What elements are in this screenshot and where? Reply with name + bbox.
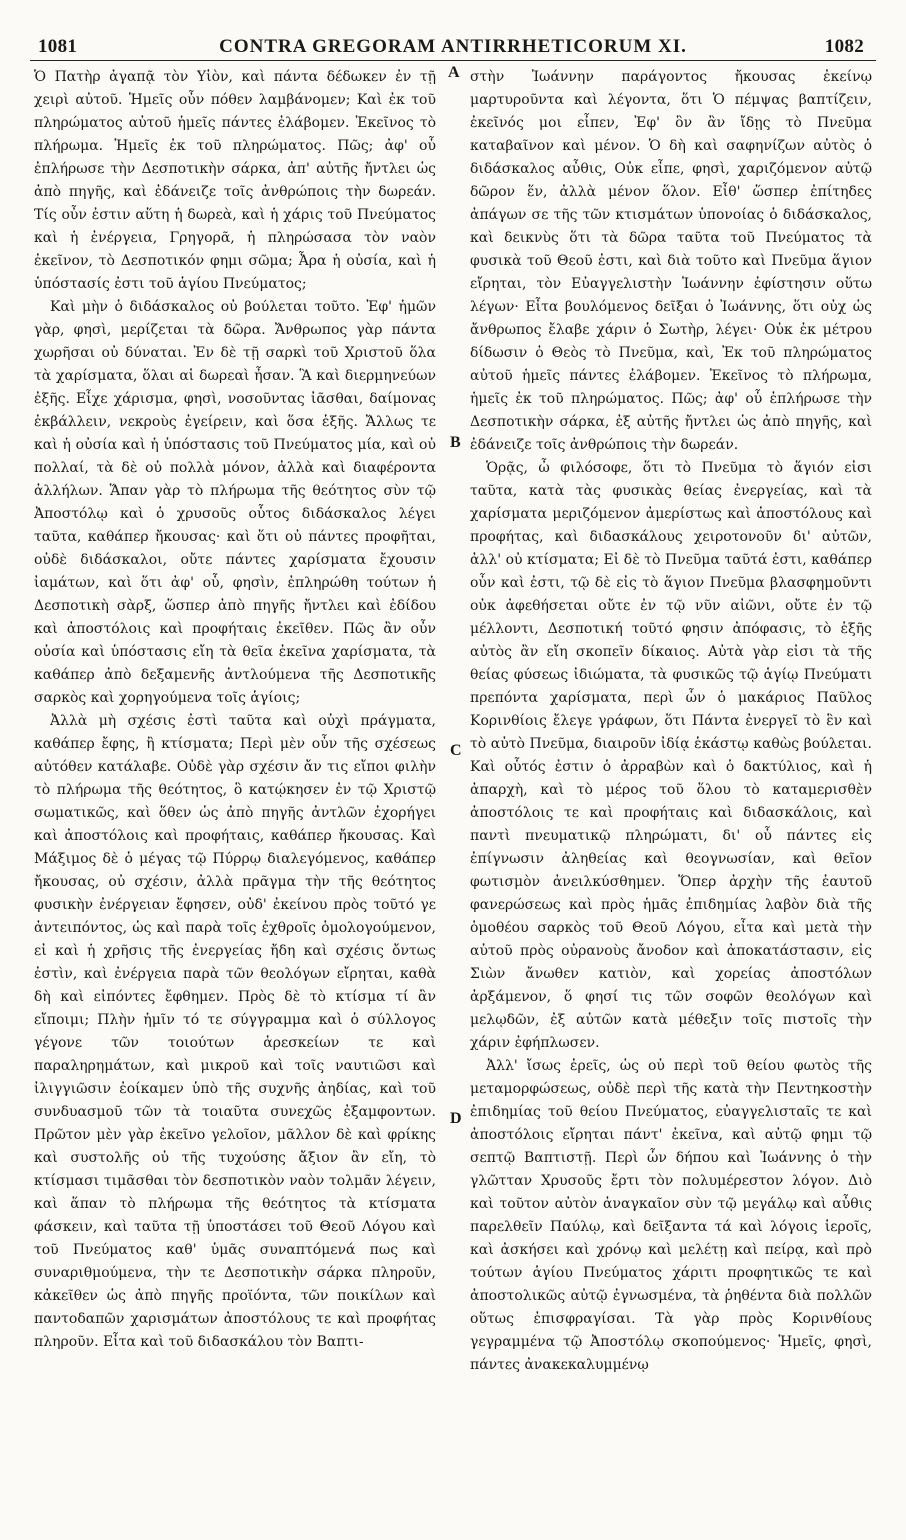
margin-letter-b: B bbox=[450, 434, 461, 451]
margin-letter-c: C bbox=[450, 742, 462, 759]
left-paragraph-2: Καὶ μὴν ὁ διδάσκαλος οὐ βούλεται τοῦτο. Ἐφ' ἡμῶν γὰρ, φησὶ, μερίζεται τὰ δῶρα. Ἄνθρωπος γὰρ πάντα χωρῆσαι οὐ δύναται. Ἐν δὲ τῇ σαρκὶ τοῦ Χριστοῦ ὅλα τὰ χαρίσματα, ὅλαι αἱ δωρεαὶ ἦσαν. Ἃ καὶ διερμηνεύων ἐξῆς. Εἶχε χάρισμα, φησὶ, νοσοῦντας ἰᾶσθαι, δαίμονας ἐκβάλλειν, νεκροὺς ἐγείρειν, καὶ ὅσα ἑξῆς. Ἄλλως τε καὶ ἡ οὐσία καὶ ἡ ὑπόστασις τοῦ Πνεύματος μία, καὶ οὐ πολλαί, τὰ δὲ οὐ πολλὰ μόνον, ἀλλὰ καὶ διαφέροντα ἀλλήλων. Ἅπαν γὰρ τὸ πλήρωμα τῆς θεότητος σὺν τῷ Ἀποστόλῳ καὶ ὁ χρυσοῦς οὗτος διδάσκαλος λέγει ταῦτα, καθάπερ ἤκουσας· καὶ ὅτι οὐ πάντες προφῆται, οὐδὲ διδάσκαλοι, οὔτε πάντες χαρίσματα ἔχουσιν ἰαμάτων, καὶ ὅτι ἀφ' οὗ, φησὶν, ἐπληρώθη τούτων ἡ Δεσποτικὴ σὰρξ, ὥσπερ ἀπὸ πηγῆς ἤντλει καὶ ἐδίδου καὶ ἀποστόλοις καὶ προφήταις ἐκεῖθεν. Πῶς ἂν οὖν οὐσία καὶ ὑπόστασις εἴη τὰ θεῖα ἐκεῖνα χαρίσματα, τὰ καθάπερ ἀπὸ δεξαμενῆς ἀντλούμενα τῆς Δεσποτικῆς σαρκὸς καὶ χορηγούμενα τοῖς ἁγίοις; bbox=[34, 299, 436, 706]
page-number-right: 1082 bbox=[824, 36, 864, 57]
left-paragraph-3: Ἀλλὰ μὴ σχέσις ἐστὶ ταῦτα καὶ οὐχὶ πράγματα, καθάπερ ἔφης, ἢ κτίσματα; Περὶ μὲν οὖν τῆς σχέσεως αὐτόθεν κατάλαβε. Οὐδὲ γὰρ σχέσιν ἄν τις εἴποι φιλὴν τὸ πλήρωμα τῆς θεότητος, ὃ κατῴκησεν ἐν τῷ Χριστῷ σωματικῶς, καὶ ὅθεν ὡς ἀπὸ πηγῆς ἀντλῶν ἐχορήγει καὶ ἀποστόλοις καὶ προφήταις, καθάπερ ἤκουσας. Καὶ Μάξιμος δὲ ὁ μέγας τῷ Πύρρῳ διαλεγόμενος, καθάπερ ἤκουσας, οὐ σχέσιν, ἀλλὰ πρᾶγμα τὴν τῆς θεότητος φυσικὴν ἐνέργειαν ἔφησεν, οὐδ' ἐκείνου πρὸς τοῦτό γε ἀντειπόντος, ὡς καὶ παρὰ τοῖς ἐχθροῖς ὁμολογούμενον, εἰ καὶ ἡ χρῆσις τῆς ἐνεργείας ἤδη καὶ σχέσις ὄντως ἐστὶν, καὶ ἐνέργεια παρὰ τῶν θεολόγων εἴρηται, καθὰ δὴ καὶ εἰπόντες ἔφθημεν. Πρὸς δὲ τὸ κτίσμα τί ἂν εἴποιμι; Πλὴν ἡμῖν τό τε σύγγραμμα καὶ ὁ σύλλογος γέγονε τῶν τοιούτων ἀρεσκείων τε καὶ παραληρημάτων, καὶ μικροῦ καὶ τοῖς ναυτιῶσι καὶ ἰλιγγιῶσιν ἐοίκαμεν ὑπὸ τῆς συχνῆς ἀηδίας, καὶ τοῦ συνδυασμοῦ τῶν τὰ τοιαῦτα συνεχῶς ἐξαμφοντων. Πρῶτον μὲν γὰρ ἐκεῖνο γελοῖον, μᾶλλον δὲ καὶ φρίκης καὶ συστολῆς οὐ τῆς τυχούσης ἄξιον ἂν εἴη, τὸ κτίσμασι τιμᾶσθαι τὸν δεσποτικὸν ναὸν τολμᾶν λέγειν, καὶ ἅπαν τὸ πλήρωμα τῆς θεότητος τὰ κτίσματα φάσκειν, καὶ ταῦτα τῇ ὑποστάσει τοῦ Θεοῦ Λόγου καὶ τοῦ Πνεύματος καθ' ὑμᾶς συναπτόμενά πως καὶ συναριθμούμενα, τὴν τε Δεσποτικὴν σάρκα πληροῦν, κἀκεῖθεν ὡς ἀπὸ πηγῆς προϊόντα, τῶν ποικίλων καὶ παντοδαπῶν χαρισμάτων ἀποστόλους τε καὶ προφήτας πληροῦν. Εἶτα καὶ τοῦ διδασκάλου τὸν Βαπτι- bbox=[34, 713, 436, 1350]
margin-letter-a: A bbox=[448, 64, 460, 81]
left-column bbox=[34, 66, 436, 1534]
running-header bbox=[30, 34, 876, 61]
running-title: CONTRA GREGORAM ANTIRRHETICORUM XI. bbox=[219, 36, 687, 57]
margin-letter-d: D bbox=[450, 1110, 462, 1127]
left-paragraph-1: Ὁ Πατὴρ ἀγαπᾷ τὸν Υἱὸν, καὶ πάντα δέδωκεν ἐν τῇ χειρὶ αὐτοῦ. Ἡμεῖς οὖν πόθεν λαμβάνομεν; Καὶ ἐκ τοῦ πληρώματος αὐτοῦ ἡμεῖς πάντες ἐλάβομεν. Ἐκεῖνος τὸ πλήρωμα. Ἡμεῖς ἐκ τοῦ πληρώματος. Πῶς; ἀφ' οὗ ἐπλήρωσε τὴν Δεσποτικὴν σάρκα, ἀπ' αὐτῆς ἤντλει ὡς ἀπὸ πηγῆς, καὶ ἐδάνειζε τοῖς ἀνθρώποις τὴν δωρεάν. Τίς οὖν ἐστιν αὕτη ἡ δωρεὰ, καὶ ἡ χάρις τοῦ Πνεύματος καὶ ἡ ἐνέργεια, Γρηγορᾶ, ἡ πληρώσασα τὸν ναὸν ἐκεῖνον, τὸ Δεσποτικόν φημι σῶμα; Ἆρα ἡ οὐσία, καὶ ἡ ὑπόστασίς ἐστι τοῦ ἁγίου Πνεύματος; bbox=[34, 69, 436, 292]
right-paragraph-3: Ἀλλ' ἴσως ἐρεῖς, ὡς οὐ περὶ τοῦ θείου φωτὸς τῆς μεταμορφώσεως, οὐδὲ περὶ τῆς κατὰ τὴν Πεντηκοστὴν ἐπιδημίας τοῦ θείου Πνεύματος, εὐαγγελισταῖς τε καὶ ἀποστόλοις εἴρηται πάντ' ἐκεῖνα, καὶ αὐτῷ φημι τῷ σεπτῷ Βαπτιστῇ. Περὶ ὧν δήπου καὶ Ἰωάννης ὁ τὴν γλῶτταν Χρυσοῦς ἔρτι τὸν πολυμέρεστον λόγον. Διὸ καὶ τοῦτον αὐτὸν ἀναγκαῖον σὺν τῷ μεγάλῳ καὶ αὖθις παρελθεῖν Παύλῳ, καὶ δεῖξαντα τά καὶ λόγοις ἱεροῖς, καὶ ἀσκήσει καὶ χρόνῳ καὶ μελέτῃ καὶ πείρᾳ, καὶ πρὸ τούτων ἁγίου Πνεύματος χάριτι προφητικῶς τε καὶ ἀποστολικῶς αὐτῷ ἐγνωσμένα, τὰ ῥηθέντα διὰ πολλῶν οὕτως ἐπισφραγίσαι. Τὰ γὰρ πρὸς Κορινθίους γεγραμμένα τῷ Ἀποστόλῳ σκοπούμενος· Ἡμεῖς, φησὶ, πάντες ἀνακεκαλυμμένῳ bbox=[470, 1058, 872, 1373]
right-column bbox=[470, 66, 872, 1534]
right-paragraph-2: Ὁρᾷς, ὦ φιλόσοφε, ὅτι τὸ Πνεῦμα τὸ ἅγιόν εἰσι ταῦτα, κατὰ τὰς φυσικὰς θείας ἐνεργείας, καὶ τὰ χαρίσματα μεριζόμενον ἀμερίστως καὶ ἀποστόλους καὶ προφήτας, καὶ διδασκάλους χειροτονοῦν δι' αὐτῶν, ἀλλ' οὐ κτίσματα; Εἰ δὲ τὸ Πνεῦμα ταῦτά ἐστι, καθάπερ οὖν καὶ ἐστι, τῷ δὲ εἰς τὸ ἅγιον Πνεῦμα βλασφημοῦντι οὐκ ἀφεθήσεται οὔτε ἐν τῷ νῦν αἰῶνι, οὔτε ἐν τῷ μέλλοντι, Δεσποτική τοῦτό φησιν ἀπόφασις, τὸ ἑξῆς αὐτὸς ἂν εἴη σκοπεῖν δίκαιος. Αὐτὰ γὰρ εἰσι τὰ τῆς θείας φύσεως ἰδιώματα, τὰ φυσικῶς τῷ ἁγίῳ Πνεύματι πρεπόντα χαρίσματα, περὶ ὧν ὁ μακάριος Παῦλος Κορινθίοις ἔλεγε γράφων, ὅτι Πάντα ἐνεργεῖ τὸ ἓν καὶ τὸ αὐτὸ Πνεῦμα, διαιροῦν ἰδίᾳ ἑκάστῳ καθὼς βούλεται. Καὶ οὗτός ἐστιν ὁ ἀρραβὼν καὶ ὁ δακτύλιος, καὶ ἡ ἀπαρχὴ, καὶ τὸ μέρος τοῦ ὅλου τὸ καταμερισθὲν ἀποστόλοις τε καὶ προφήταις καὶ διδασκάλοις, καὶ παντὶ πνευματικῷ πληρώματι, δι' οὗ πάντες εἰς ἐπίγνωσιν ἀληθείας καὶ θεογνωσίαν, καὶ θεῖον φωτισμὸν ἀνειλκύσθημεν. Ὅπερ ἀρχὴν τῆς ἑαυτοῦ φανερώσεως καὶ πρὸς ἡμᾶς ἐπιδημίας λαβὸν διὰ τῆς ὁμοθέου σαρκὸς τοῦ Θεοῦ Λόγου, εἶτα καὶ μετὰ τὴν αὐτοῦ πρὸς οὐρανοὺς ἄνοδον καὶ ἀποκατάστασιν, εἰς Σιὼν ἄνωθεν κατιὸν, καὶ χορείας ἀποστόλων ἀρξάμενον, ὅ φησί τις τῶν σοφῶν θεολόγων καὶ μελῳδῶν, ἐξ αὐτῶν κατὰ μέθεξιν τοῖς πιστοῖς τὴν χάριν ἐφήπλωσεν. bbox=[470, 460, 872, 1051]
right-paragraph-1: στὴν Ἰωάννην παράγοντος ἤκουσας ἐκείνῳ μαρτυροῦντα καὶ λέγοντα, ὅτι Ὁ πέμψας βαπτίζειν, ἐκεῖνός μοι εἶπεν, Ἐφ' ὃν ἂν ἴδῃς τὸ Πνεῦμα καταβαῖνον καὶ μένον. Ὁ δὴ καὶ σαφηνίζων αὐτὸς ὁ διδάσκαλος αὖθις, Οὐκ εἶπε, φησὶ, χαριζόμενον αὐτῷ δῶρον ἕν, ἀλλὰ μένον ὅλον. Εἶθ' ὥσπερ ἐπίτηδες ἀπάγων σε τῆς τῶν κτισμάτων ὑπονοίας ὁ διδάσκαλος, καὶ δεικνὺς ὅτι τὰ δῶρα ταῦτα τοῦ Πνεύματος τὰ φυσικὰ τοῦ Θεοῦ ἐστι, καὶ διὰ τοῦτο καὶ Πνεῦμα ἅγιον εἴρηται, τὸν Εὐαγγελιστὴν Ἰωάννην ἐφίστησιν οὕτω λέγων· Εἶτα βουλόμενος δεῖξαι ὁ Ἰωάννης, ὅτι οὐχ ὡς ἄνθρωπος ἔλαβε χάριν ὁ Σωτὴρ, λέγει· Οὐκ ἐκ μέτρου δίδωσιν ὁ Θεὸς τὸ Πνεῦμα, καὶ, Ἐκ τοῦ πληρώματος αὐτοῦ ἡμεῖς πάντες ἐλάβομεν. Ἐκεῖνος τὸ πλήρωμα, ἡμεῖς ἐκ τοῦ πληρώματος. Πῶς; ἀφ' οὗ ἐπλήρωσε τὴν Δεσποτικὴν σάρκα, ἐξ αὐτῆς ἤντλει ὡς ἀπὸ πηγῆς, καὶ ἐδάνειζε τοῖς ἀνθρώποις τὴν δωρεάν. bbox=[470, 69, 872, 453]
page-number-left: 1081 bbox=[38, 36, 78, 57]
